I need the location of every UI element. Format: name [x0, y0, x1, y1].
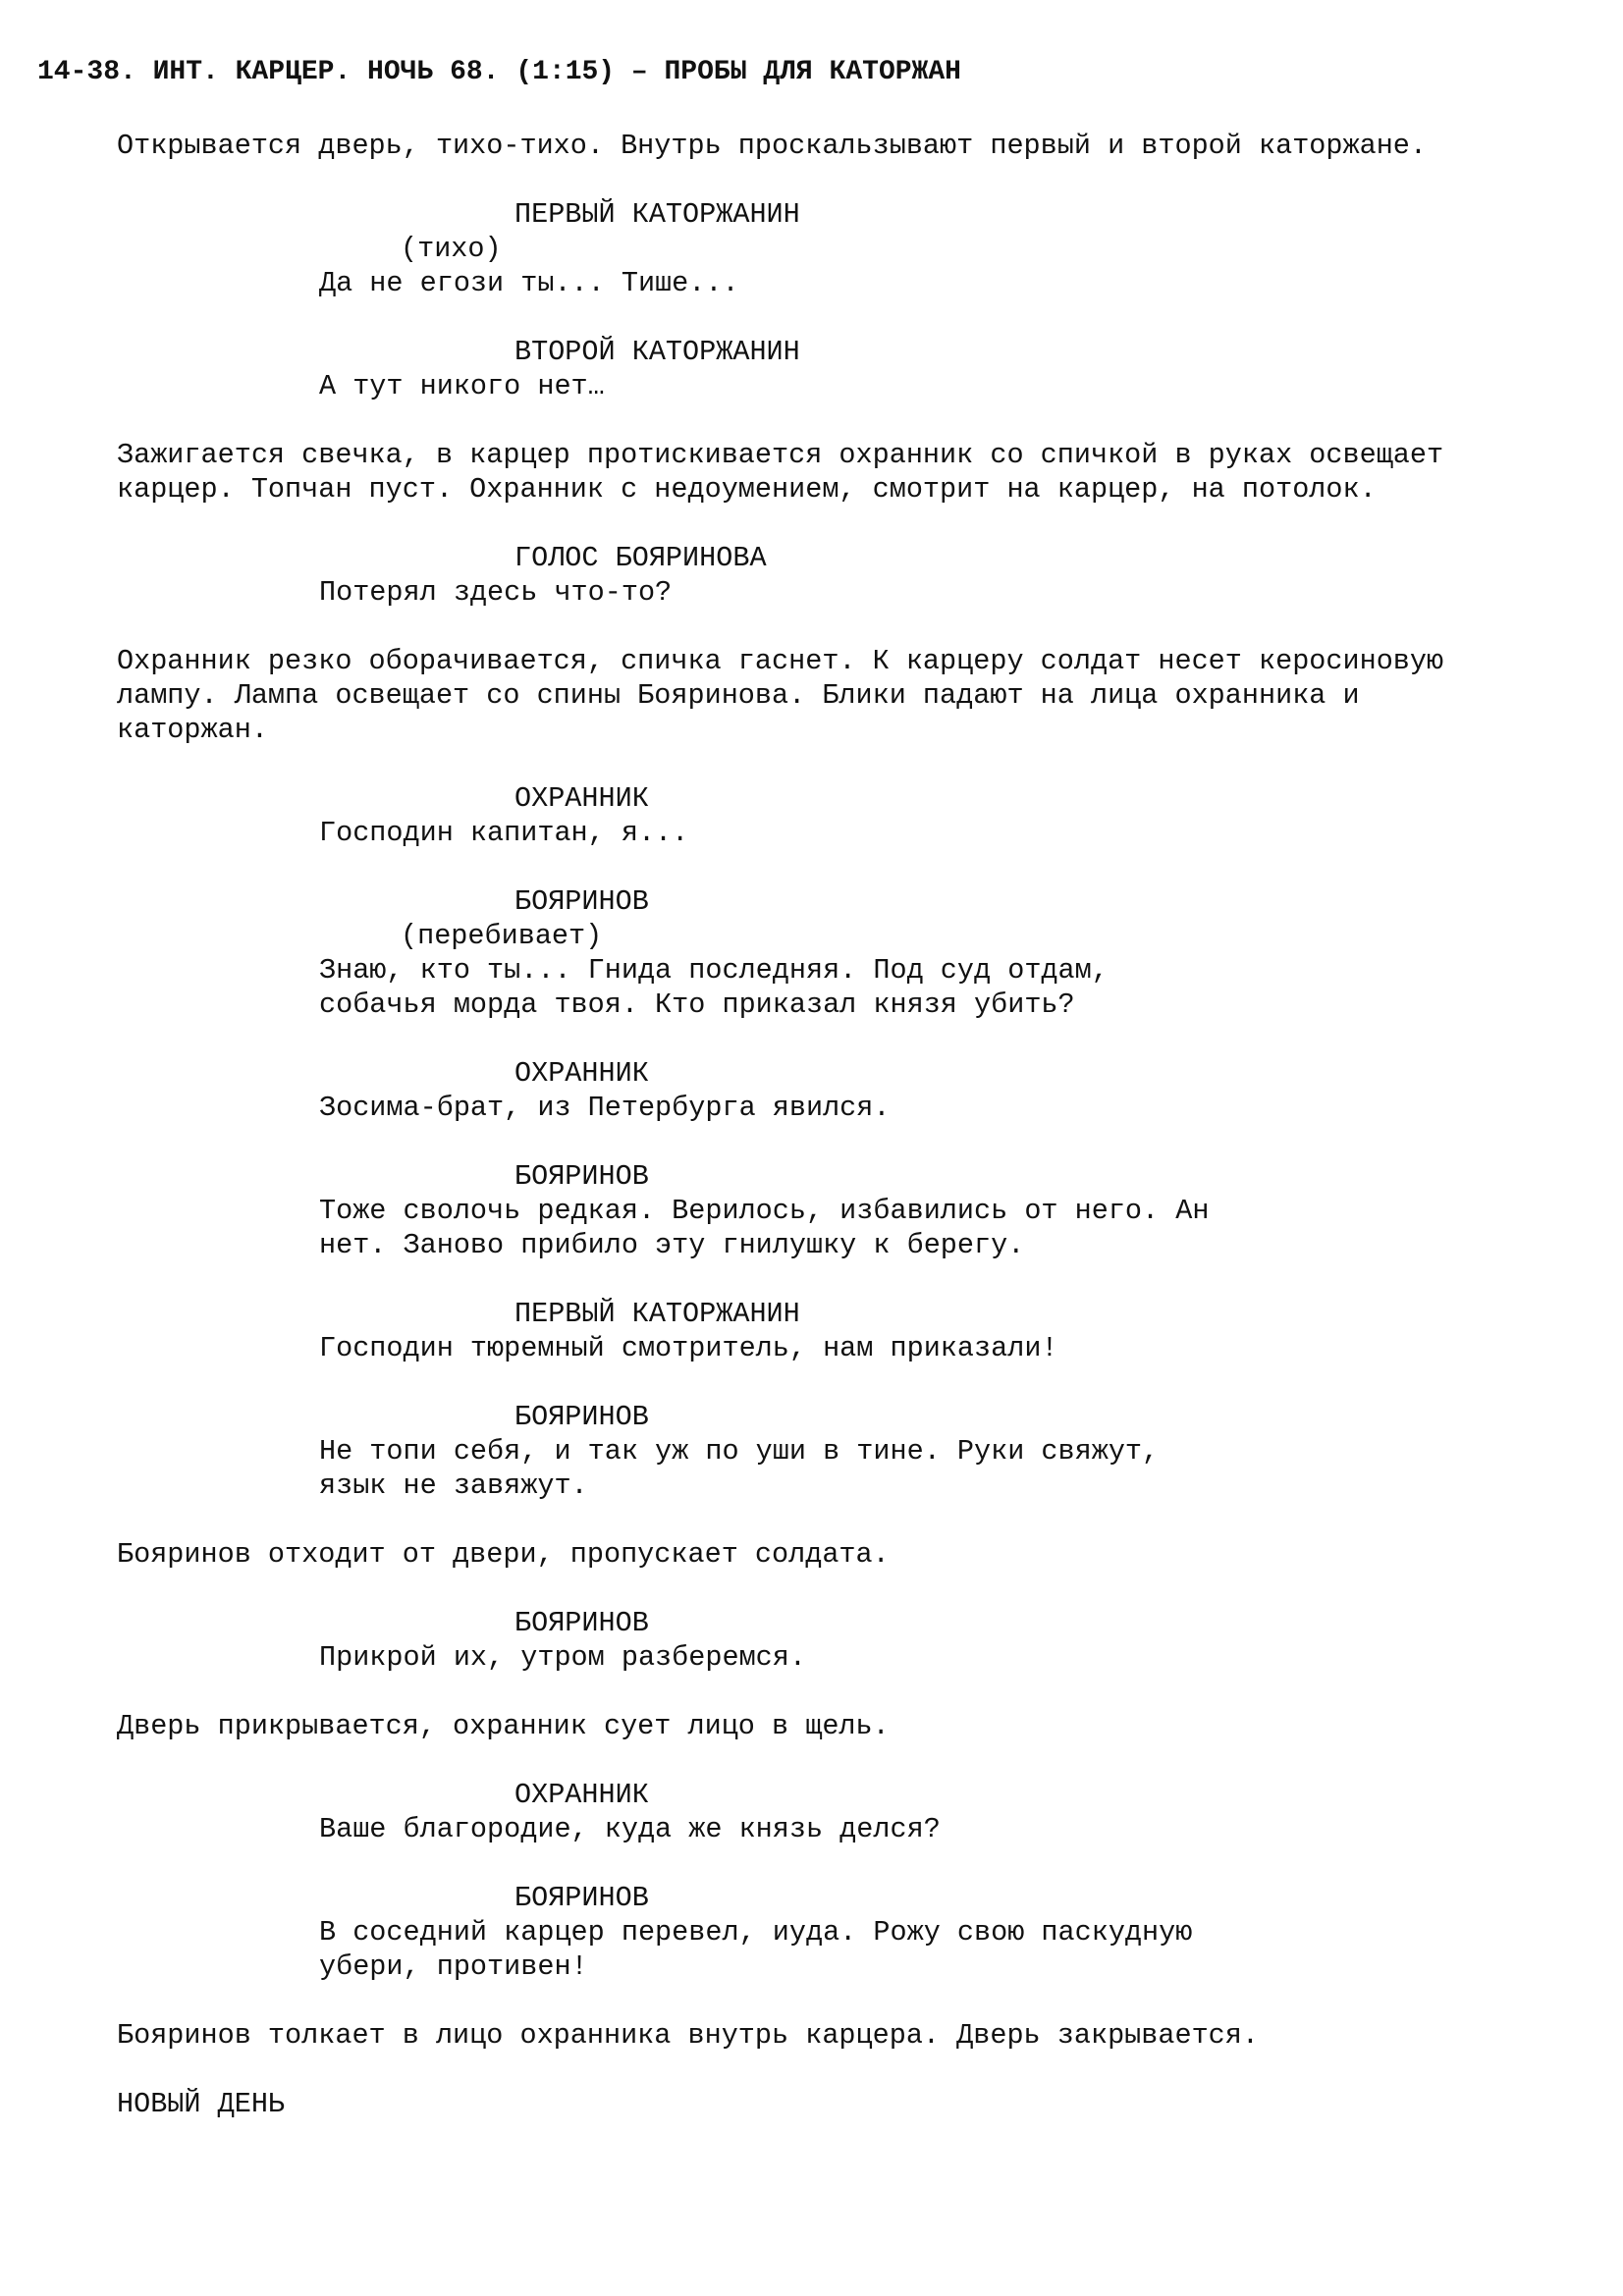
dialogue-line: Да не егози ты... Тише...	[319, 267, 739, 299]
action-line: лампу. Лампа освещает со спины Бояринова. Блики падают на лица охранника и	[117, 679, 1360, 712]
dialogue-line: Зосима-брат, из Петербурга явился.	[319, 1092, 891, 1124]
dialogue-line: нет. Заново прибило эту гнилушку к берегу.	[319, 1229, 1025, 1261]
dialogue-line: Потерял здесь что-то?	[319, 576, 673, 609]
character-name: ПЕРВЫЙ КАТОРЖАНИН	[514, 198, 800, 231]
character-name: ПЕРВЫЙ КАТОРЖАНИН	[514, 1298, 800, 1330]
action-line: Охранник резко оборачивается, спичка гаснет. К карцеру солдат несет керосиновую	[117, 645, 1444, 677]
character-name: ОХРАННИК	[514, 1057, 649, 1090]
character-name: ГОЛОС БОЯРИНОВА	[514, 542, 767, 574]
dialogue-line: Знаю, кто ты... Гнида последняя. Под суд отдам,	[319, 954, 1109, 987]
dialogue-line: убери, противен!	[319, 1950, 588, 1983]
dialogue-line: Ваше благородие, куда же князь делся?	[319, 1813, 941, 1845]
character-name: БОЯРИНОВ	[514, 885, 649, 918]
dialogue-line: Прикрой их, утром разберемся.	[319, 1641, 806, 1674]
action-line: НОВЫЙ ДЕНЬ	[117, 2088, 286, 2120]
dialogue-line: А тут никого нет…	[319, 370, 605, 402]
character-name: ОХРАННИК	[514, 782, 649, 815]
action-line: Бояринов отходит от двери, пропускает солдата.	[117, 1538, 890, 1571]
action-line: карцер. Топчан пуст. Охранник с недоумением, смотрит на карцер, на потолок.	[117, 473, 1377, 506]
dialogue-line: Не топи себя, и так уж по уши в тине. Руки свяжут,	[319, 1435, 1160, 1468]
action-line: каторжан.	[117, 714, 268, 746]
dialogue-line: Господин капитан, я...	[319, 817, 689, 849]
character-name: ОХРАННИК	[514, 1779, 649, 1811]
character-name: БОЯРИНОВ	[514, 1882, 649, 1914]
dialogue-line: собачья морда твоя. Кто приказал князя убить?	[319, 988, 1075, 1021]
parenthetical: (перебивает)	[401, 920, 603, 952]
action-line: Зажигается свечка, в карцер протискивается охранник со спичкой в руках освещает	[117, 439, 1444, 471]
action-line: Бояринов толкает в лицо охранника внутрь карцера. Дверь закрывается.	[117, 2019, 1259, 2052]
character-name: БОЯРИНОВ	[514, 1401, 649, 1433]
character-name: ВТОРОЙ КАТОРЖАНИН	[514, 336, 800, 368]
character-name: БОЯРИНОВ	[514, 1160, 649, 1193]
action-line: Открывается дверь, тихо-тихо. Внутрь проскальзывают первый и второй каторжане.	[117, 130, 1428, 162]
parenthetical: (тихо)	[401, 233, 502, 265]
character-name: БОЯРИНОВ	[514, 1607, 649, 1639]
dialogue-line: Господин тюремный смотритель, нам приказали!	[319, 1332, 1058, 1364]
dialogue-line: В соседний карцер перевел, иуда. Рожу свою паскудную	[319, 1916, 1193, 1949]
action-line: Дверь прикрывается, охранник сует лицо в щель.	[117, 1710, 890, 1742]
dialogue-line: Тоже сволочь редкая. Верилось, избавились от него. Ан	[319, 1195, 1210, 1227]
scene-heading: 14-38. ИНТ. КАРЦЕР. НОЧЬ 68. (1:15) – ПРОБЫ ДЛЯ КАТОРЖАН	[37, 57, 961, 87]
dialogue-line: язык не завяжут.	[319, 1469, 588, 1502]
